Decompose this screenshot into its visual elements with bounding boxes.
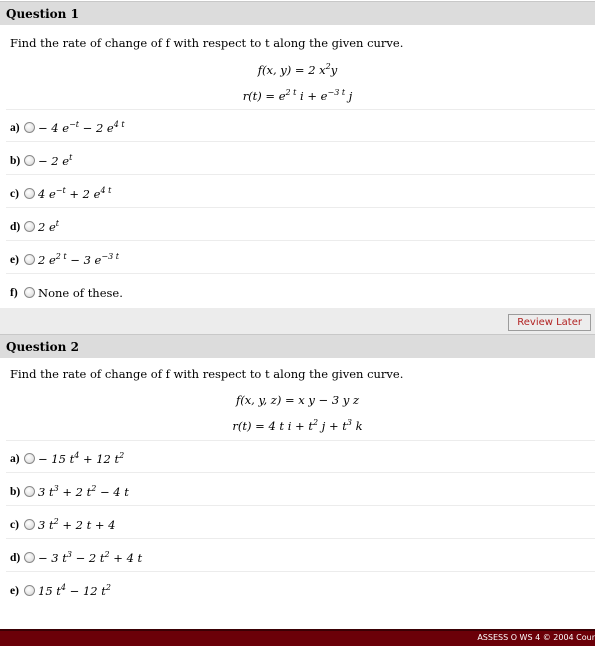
answer-option[interactable] xyxy=(10,517,116,532)
option-letter: e) xyxy=(10,253,19,266)
answer-option[interactable] xyxy=(10,153,72,168)
option-letter: d) xyxy=(10,551,21,564)
question-2-header xyxy=(0,334,595,358)
answer-option[interactable] xyxy=(10,550,142,565)
answer-option[interactable] xyxy=(10,583,111,598)
option-letter: c) xyxy=(10,518,19,531)
option-letter: b) xyxy=(10,154,21,167)
radio-button[interactable] xyxy=(24,155,35,166)
radio-button[interactable] xyxy=(24,453,35,464)
radio-button[interactable] xyxy=(24,122,35,133)
question-title: Question 2 xyxy=(6,340,79,354)
option-text: 4 $e^{-t} + 2$ $e^{4 t}$ xyxy=(38,186,112,201)
option-text: − 4 $e^{-t} - 2$ $e^{4 t}$ xyxy=(38,120,125,135)
divider xyxy=(6,141,595,142)
option-letter: d) xyxy=(10,220,21,233)
divider xyxy=(6,273,595,274)
review-later-button[interactable]: Review Later xyxy=(508,314,591,331)
radio-button[interactable] xyxy=(24,519,35,530)
answer-option[interactable] xyxy=(10,252,119,267)
answer-option[interactable] xyxy=(10,219,59,234)
option-text: None of these. xyxy=(38,286,123,300)
radio-button[interactable] xyxy=(24,486,35,497)
option-text: 2 $e^t$ xyxy=(38,219,59,234)
option-text: 2 $e^{2 t} - 3$ $e^{-3 t}$ xyxy=(38,252,119,267)
radio-button[interactable] xyxy=(24,585,35,596)
question-prompt: Find the rate of change of f with respect to t along the given curve. xyxy=(10,36,404,50)
option-letter: f) xyxy=(10,286,18,299)
question-prompt: Find the rate of change of f with respect to t along the given curve. xyxy=(10,367,404,381)
divider xyxy=(6,538,595,539)
divider xyxy=(6,440,595,441)
option-text: 3 $t^3 + 2$ $t^2 - 4$ t xyxy=(38,484,129,499)
radio-button[interactable] xyxy=(24,221,35,232)
footer-text: ASSESS O WS 4 © 2004 Cour xyxy=(477,633,595,642)
answer-option[interactable] xyxy=(10,484,129,499)
option-letter: e) xyxy=(10,584,19,597)
option-text: − 15 $t^4 + 12$ $t^2$ xyxy=(38,451,125,466)
option-text: 15 $t^4 - 12$ $t^2$ xyxy=(38,583,111,598)
equation-f: f(x, y) = 2 $x^2y$ xyxy=(257,62,338,77)
review-bar xyxy=(0,308,595,334)
equation-r: r(t) = 4 t $i + t^2$ $j + t^3$ k xyxy=(232,418,363,433)
divider xyxy=(6,240,595,241)
radio-button[interactable] xyxy=(24,188,35,199)
option-text: 3 $t^2 + 2$ t + 4 xyxy=(38,517,116,532)
question-1-header xyxy=(0,1,595,25)
equation-f: f(x, y, z) = x y − 3 y z xyxy=(235,393,360,407)
option-letter: a) xyxy=(10,452,20,465)
footer-bar xyxy=(0,629,595,646)
option-letter: a) xyxy=(10,121,20,134)
divider xyxy=(6,207,595,208)
divider xyxy=(6,109,595,110)
option-letter: b) xyxy=(10,485,21,498)
divider xyxy=(6,472,595,473)
radio-button[interactable] xyxy=(24,552,35,563)
answer-option[interactable] xyxy=(10,451,124,466)
divider xyxy=(6,505,595,506)
option-letter: c) xyxy=(10,187,19,200)
equation-r: $r(t) = e^{2 t}$ $i + e^{-3 t}$ j xyxy=(242,88,353,103)
question-title: Question 1 xyxy=(6,7,79,21)
option-text: − 3 $t^3 - 2$ $t^2 + 4$ t xyxy=(38,550,143,565)
divider xyxy=(6,174,595,175)
option-text: − 2 $e^t$ xyxy=(38,153,73,168)
divider xyxy=(6,571,595,572)
radio-button[interactable] xyxy=(24,287,35,298)
answer-option[interactable] xyxy=(10,285,123,300)
answer-option[interactable] xyxy=(10,120,125,135)
radio-button[interactable] xyxy=(24,254,35,265)
answer-option[interactable] xyxy=(10,186,111,201)
